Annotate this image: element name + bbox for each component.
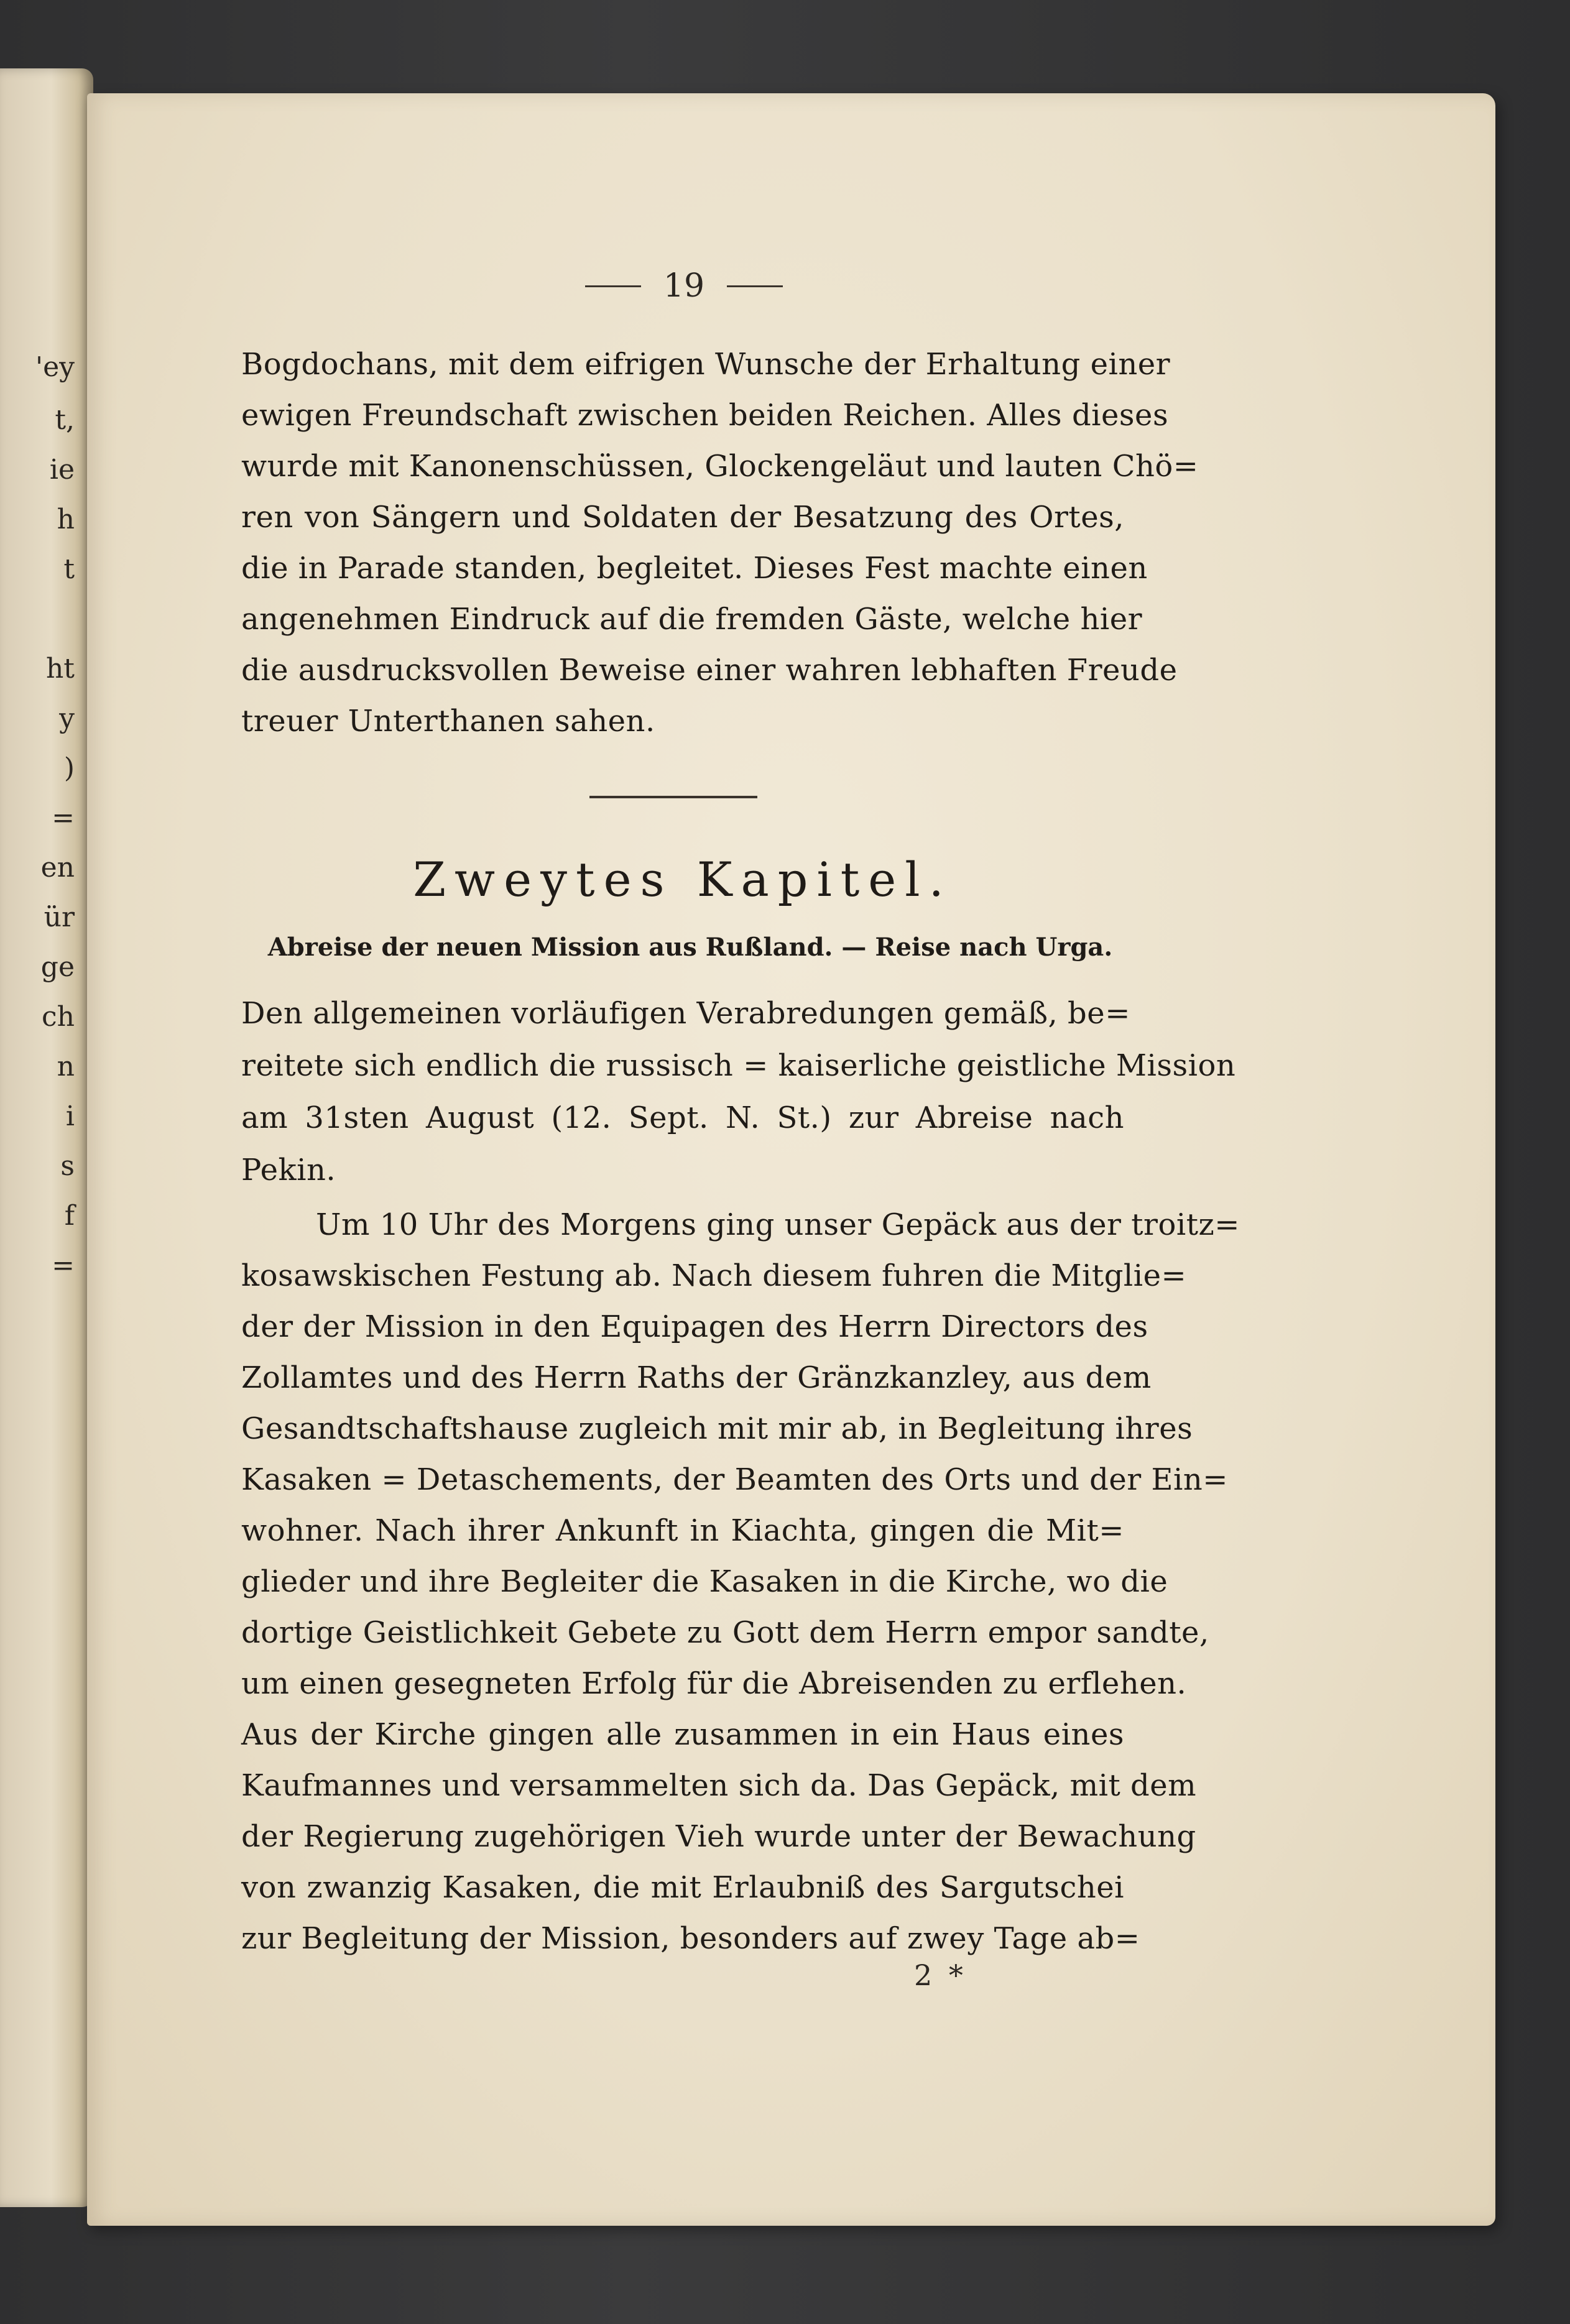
section-divider [589, 796, 757, 798]
left-fragment: f [64, 1200, 75, 1232]
header-dash-right [727, 285, 783, 287]
left-fragment: ) [63, 752, 75, 784]
left-fragment: ür [44, 901, 75, 933]
text-line: um einen gesegneten Erfolg für die Abreisenden zu erflehen. [241, 1666, 1187, 1701]
text-line: Bogdochans, mit dem eifrigen Wunsche der Erhaltung einer [241, 347, 1171, 382]
text-line: Aus der Kirche gingen alle zusammen in ein Haus eines [241, 1717, 1124, 1752]
left-fragment: 'ey [35, 351, 75, 383]
left-fragment: t [63, 553, 75, 585]
left-fragment: y [59, 703, 75, 734]
text-line: Den allgemeinen vorläufigen Verabredungen gemäß, be= [241, 996, 1130, 1031]
text-line: angenehmen Eindruck auf die fremden Gäste, welche hier [241, 602, 1143, 637]
page-number: 19 [663, 267, 705, 305]
text-line: Kaufmannes und versammelten sich da. Das Gepäck, mit dem [241, 1768, 1197, 1803]
text-line: am 31sten August (12. Sept. N. St.) zur Abreise nach [241, 1100, 1124, 1135]
text-line: Kasaken = Detaschements, der Beamten des Orts und der Ein= [241, 1462, 1228, 1497]
signature-mark: 2 * [914, 1958, 967, 1992]
left-fragment: = [52, 1250, 75, 1281]
text-line: der der Mission in den Equipagen des Herrn Directors des [241, 1309, 1148, 1344]
left-fragment: n [57, 1051, 75, 1082]
text-line: glieder und ihre Begleiter die Kasaken in die Kirche, wo die [241, 1564, 1168, 1599]
left-fragment: = [52, 802, 75, 834]
text-line: Gesandtschaftshause zugleich mit mir ab, in Begleitung ihres [241, 1411, 1193, 1446]
text-line: Pekin. [241, 1153, 336, 1187]
text-line: ren von Sängern und Soldaten der Besatzung des Ortes, [241, 500, 1124, 535]
left-fragment: t, [55, 404, 75, 436]
left-page-edge [0, 68, 93, 2207]
header-dash-left [585, 285, 641, 287]
text-line: die in Parade standen, begleitet. Dieses Fest machte einen [241, 551, 1148, 586]
page-header [497, 261, 870, 311]
text-line: die ausdrucksvollen Beweise einer wahren lebhaften Freude [241, 653, 1178, 688]
text-line: dortige Geistlichkeit Gebete zu Gott dem Herrn empor sandte, [241, 1615, 1209, 1650]
left-fragment: ie [49, 454, 75, 486]
text-line: kosawskischen Festung ab. Nach diesem fuhren die Mitglie= [241, 1258, 1187, 1293]
text-line: von zwanzig Kasaken, die mit Erlaubniß des Sargutschei [241, 1870, 1124, 1905]
text-line: der Regierung zugehörigen Vieh wurde unter der Bewachung [241, 1819, 1196, 1854]
text-line: wurde mit Kanonenschüssen, Glockengeläut und lauten Chö= [241, 449, 1199, 484]
text-line: zur Begleitung der Mission, besonders auf zwey Tage ab= [241, 1921, 1140, 1956]
left-fragment: h [57, 504, 75, 535]
text-line: ewigen Freundschaft zwischen beiden Reichen. Alles dieses [241, 398, 1169, 433]
left-fragment: ht [45, 653, 75, 685]
text-line: wohner. Nach ihrer Ankunft in Kiachta, gingen die Mit= [241, 1513, 1124, 1548]
left-fragment: ge [40, 951, 75, 983]
left-fragment: ch [42, 1001, 75, 1033]
text-line: Zollamtes und des Herrn Raths der Gränzkanzley, aus dem [241, 1360, 1152, 1395]
left-fragment: en [40, 852, 75, 883]
text-line: Um 10 Uhr des Morgens ging unser Gepäck aus der troitz= [316, 1207, 1240, 1242]
text-line: reitete sich endlich die russisch = kaiserliche geistliche Mission [241, 1048, 1236, 1083]
chapter-subtitle: Abreise der neuen Mission aus Rußland. — Reise nach Urga. [267, 933, 1113, 962]
chapter-title: Zweytes Kapitel. [413, 852, 953, 907]
left-fragment: i [65, 1100, 75, 1132]
text-line: treuer Unterthanen sahen. [241, 704, 655, 739]
left-fragment: s [60, 1150, 75, 1182]
